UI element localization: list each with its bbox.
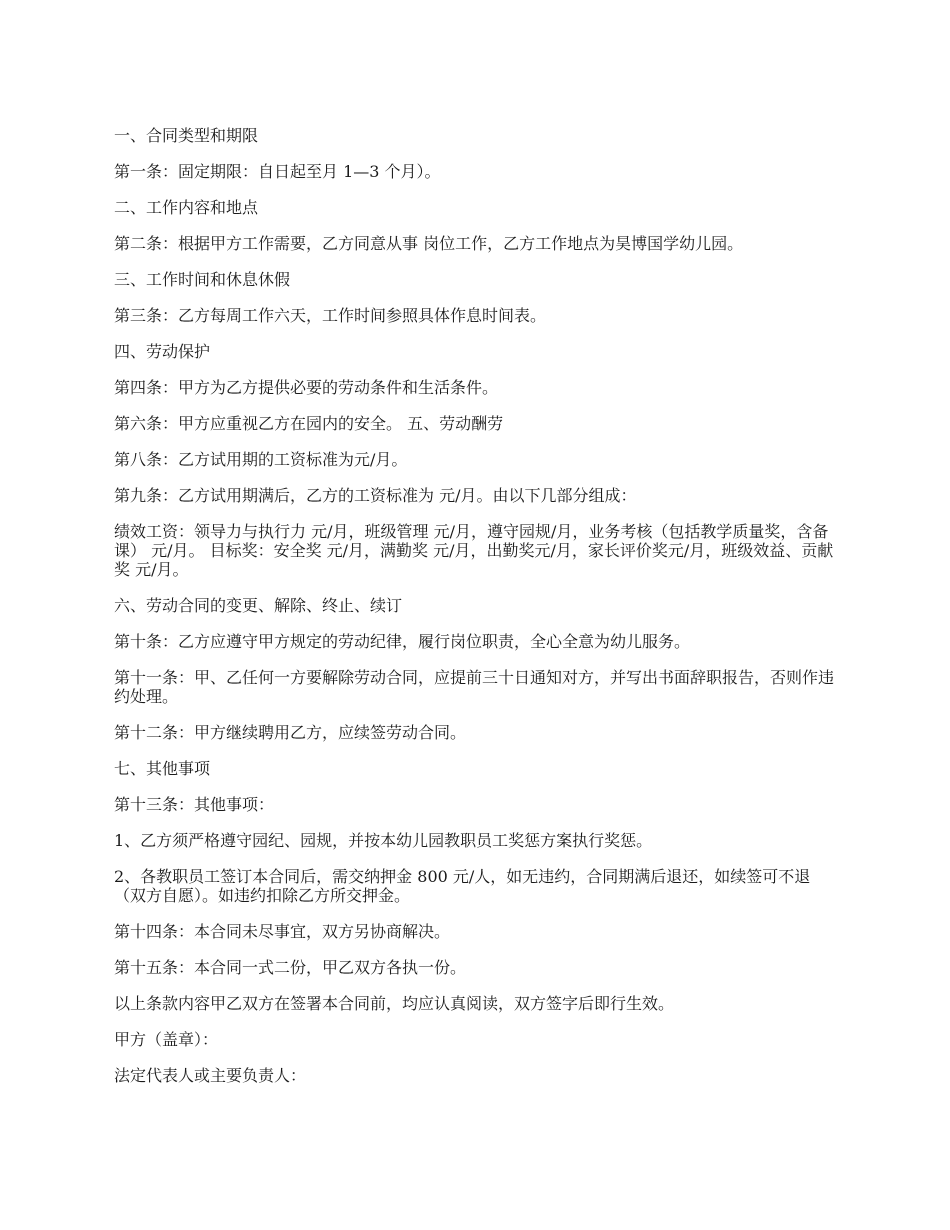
article-9: 第九条：乙方试用期满后，乙方的工资标准为 元/月。由以下几部分组成： <box>114 486 637 505</box>
section-heading-work-content: 二、工作内容和地点 <box>114 198 259 217</box>
article-2: 第二条：根据甲方工作需要，乙方同意从事 岗位工作，乙方工作地点为昊博国学幼儿园。 <box>114 234 744 253</box>
document-page <box>114 126 842 1102</box>
article-1: 第一条：固定期限：自日起至月 1—3 个月）。 <box>114 162 441 181</box>
article-11: 第十一条：甲、乙任何一方要解除劳动合同，应提前三十日通知对方，并写出书面辞职报告，否则作违约处理。 <box>114 668 835 706</box>
legal-representative-label: 法定代表人或主要负责人： <box>114 1066 307 1085</box>
party-a-seal-label: 甲方（盖章）： <box>114 1030 219 1049</box>
article-6: 第六条：甲方应重视乙方在园内的安全。 五、劳动酬劳 <box>114 414 504 433</box>
effectiveness-clause: 以上条款内容甲乙双方在签署本合同前，均应认真阅读，双方签字后即行生效。 <box>114 994 675 1013</box>
article-4: 第四条：甲方为乙方提供必要的劳动条件和生活条件。 <box>114 378 499 397</box>
article-12: 第十二条：甲方继续聘用乙方，应续签劳动合同。 <box>114 723 467 742</box>
section-heading-work-time: 三、工作时间和休息休假 <box>114 270 291 289</box>
other-item-1: 1、乙方须严格遵守园纪、园规，并按本幼儿园教职员工奖惩方案执行奖惩。 <box>114 831 653 850</box>
other-item-2: 2、各教职员工签订本合同后，需交纳押金 800 元/人，如无违约，合同期满后退还，如续签可不退（双方自愿）。如违约扣除乙方所交押金。 <box>114 867 811 905</box>
article-3: 第三条：乙方每周工作六天，工作时间参照具体作息时间表。 <box>114 306 547 325</box>
article-8: 第八条：乙方试用期的工资标准为元/月。 <box>114 450 408 469</box>
section-heading-contract-changes: 六、劳动合同的变更、解除、终止、续订 <box>114 596 403 615</box>
section-heading-contract-type: 一、合同类型和期限 <box>114 126 259 145</box>
article-15: 第十五条：本合同一式二份，甲乙双方各执一份。 <box>114 958 467 977</box>
section-heading-labor-protection: 四、劳动保护 <box>114 342 211 361</box>
article-10: 第十条：乙方应遵守甲方规定的劳动纪律，履行岗位职责，全心全意为幼儿服务。 <box>114 632 691 651</box>
performance-pay-details: 绩效工资：领导力与执行力 元/月，班级管理 元/月，遵守园规/月，业务考核（包括教学质量奖，含备课） 元/月。 目标奖：安全奖 元/月，满勤奖 元/月，出勤奖元/月，家长评价奖元/月，班级效益、贡献奖 元/月。 <box>114 522 834 579</box>
article-14: 第十四条：本合同未尽事宜，双方另协商解决。 <box>114 922 451 941</box>
article-13: 第十三条：其他事项： <box>114 795 275 814</box>
section-heading-other-matters: 七、其他事项 <box>114 759 211 778</box>
